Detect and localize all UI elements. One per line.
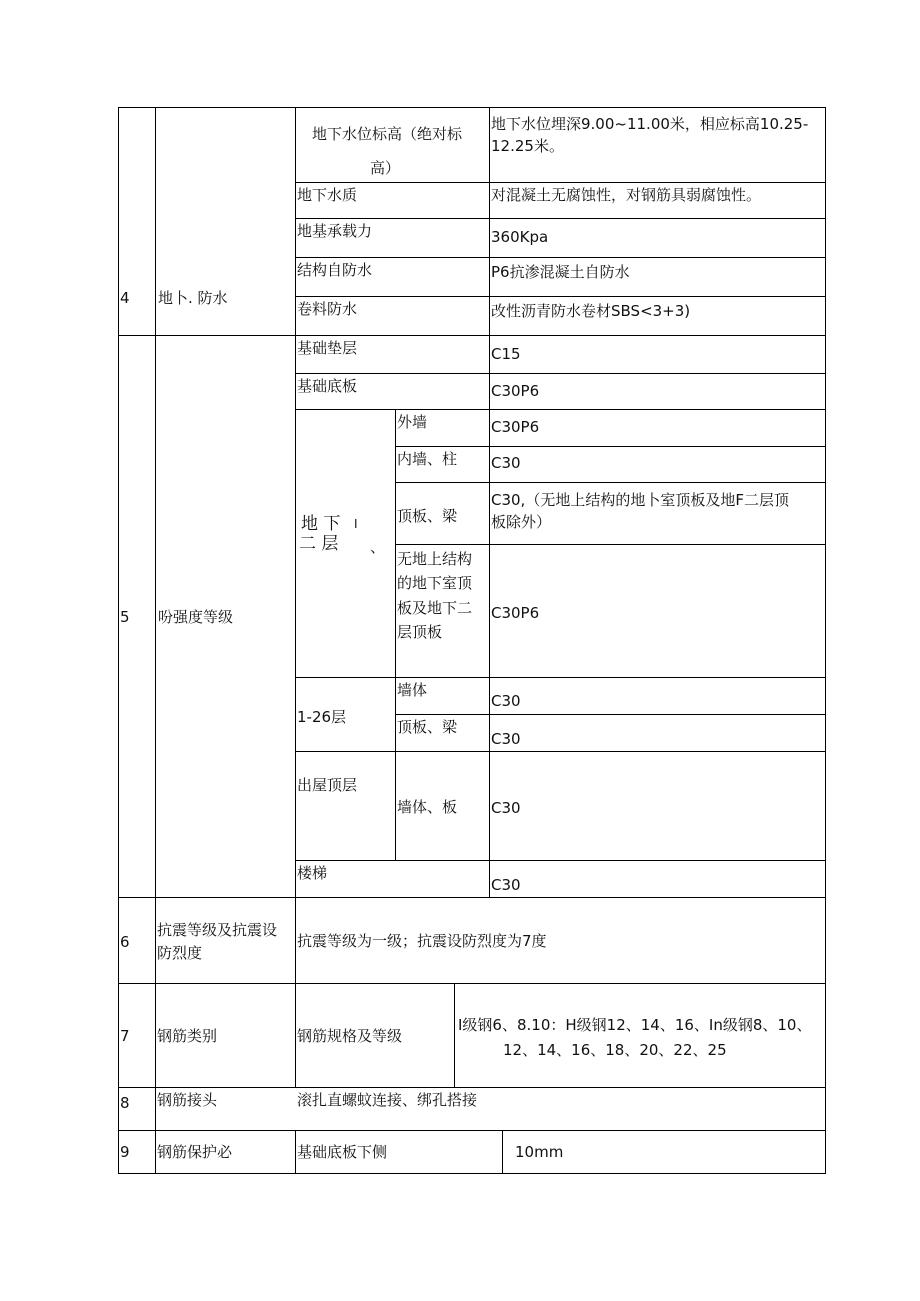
table-rule bbox=[395, 677, 396, 751]
section-title: 钢筋类别 bbox=[157, 1027, 218, 1045]
groundwater-quality-label: 地下水质 bbox=[297, 186, 358, 204]
roof-beam-value: C30,（无地上结构的地卜室顶板及地F二层顶 bbox=[491, 491, 789, 509]
table-rule bbox=[395, 751, 396, 860]
inner-wall-value: C30 bbox=[491, 454, 521, 472]
table-rule bbox=[118, 107, 825, 108]
table-rule bbox=[454, 983, 455, 1087]
rebar-spec-value: 12、14、16、18、20、22、25 bbox=[503, 1041, 727, 1059]
roof-floor-sublabel: 墙体、板 bbox=[397, 798, 458, 816]
groundwater-level-label: 地下水位标高（绝对标 bbox=[312, 125, 463, 143]
basement-mark: 、 bbox=[370, 538, 386, 556]
cushion-label: 基础垫层 bbox=[297, 339, 358, 357]
section-title: 地卜. 防水 bbox=[158, 289, 228, 307]
floors-roof-beam-value: C30 bbox=[491, 730, 521, 748]
cushion-value: C15 bbox=[491, 345, 521, 363]
table-rule bbox=[395, 544, 825, 545]
section-title: 吩强度等级 bbox=[158, 608, 234, 626]
rebar-spec-value: I级钢6、8.10：H级钢12、14、16、In级钢8、10、 bbox=[458, 1016, 812, 1034]
table-rule bbox=[502, 1130, 503, 1173]
row-number: 6 bbox=[120, 933, 130, 951]
table-rule bbox=[395, 446, 825, 447]
section-title: 防烈度 bbox=[157, 944, 203, 962]
row-number: 7 bbox=[120, 1027, 130, 1045]
no-above-structure-label: 层顶板 bbox=[397, 623, 443, 641]
basement-mark: I bbox=[354, 517, 358, 531]
basement-label: 地 下 bbox=[301, 514, 341, 534]
row-number: 9 bbox=[120, 1143, 130, 1161]
base-slab-label: 基础底板 bbox=[297, 377, 358, 395]
table-rule bbox=[295, 182, 825, 183]
structural-waterproof-value: P6抗渗混凝土自防水 bbox=[491, 263, 630, 281]
table-rule bbox=[395, 714, 825, 715]
roof-beam-value: 板除外） bbox=[491, 513, 552, 531]
floors-wall-label: 墙体 bbox=[397, 681, 428, 699]
outer-wall-value: C30P6 bbox=[491, 418, 540, 436]
table-rule bbox=[489, 107, 490, 335]
no-above-structure-value: C30P6 bbox=[491, 604, 540, 622]
table-rule bbox=[489, 335, 490, 897]
table-rule bbox=[295, 860, 825, 861]
table-rule bbox=[155, 107, 156, 1174]
stairs-value: C30 bbox=[491, 876, 521, 894]
groundwater-level-value: 地下水位埋深9.00~11.00米，相应标高10.25- bbox=[491, 115, 809, 133]
table-rule bbox=[295, 409, 825, 410]
rebar-joint-value: 滚扎直螺蚊连接、绑孔搭接 bbox=[297, 1091, 478, 1109]
table-rule bbox=[295, 257, 825, 258]
rebar-spec-label: 钢筋规格及等级 bbox=[297, 1027, 403, 1045]
table-rule bbox=[395, 482, 825, 483]
bearing-capacity-value: 360Kpa bbox=[491, 228, 549, 246]
structural-waterproof-label: 结构自防水 bbox=[297, 261, 373, 279]
table-rule bbox=[118, 1130, 825, 1131]
table-rule bbox=[295, 218, 825, 219]
base-slab-value: C30P6 bbox=[491, 382, 540, 400]
no-above-structure-label: 无地上结构 bbox=[397, 550, 473, 568]
table-rule bbox=[295, 296, 825, 297]
table-rule bbox=[118, 335, 825, 336]
table-rule bbox=[118, 983, 825, 984]
table-rule bbox=[118, 1087, 825, 1088]
table-rule bbox=[395, 409, 396, 677]
seismic-value: 抗震等级为一级；抗震设防烈度为7度 bbox=[297, 932, 547, 950]
section-title: 抗震等级及抗震设 bbox=[157, 921, 278, 939]
floors-wall-value: C30 bbox=[491, 692, 521, 710]
table-rule bbox=[825, 107, 826, 1174]
groundwater-level-value: 12.25米。 bbox=[491, 137, 564, 155]
table-rule bbox=[295, 983, 296, 1087]
rebar-cover-value: 10mm bbox=[515, 1143, 564, 1161]
groundwater-quality-value: 对混凝土无腐蚀性，对钢筋具弱腐蚀性。 bbox=[491, 186, 762, 204]
table-rule bbox=[295, 107, 296, 983]
inner-wall-label: 内墙、柱 bbox=[397, 450, 458, 468]
table-rule bbox=[118, 897, 825, 898]
basement-label: 二 层 bbox=[299, 534, 339, 554]
table-rule bbox=[295, 373, 825, 374]
groundwater-level-label: 高） bbox=[370, 159, 401, 177]
roof-beam-label: 顶板、梁 bbox=[397, 507, 458, 525]
row-number: 8 bbox=[120, 1094, 130, 1112]
row-number: 5 bbox=[120, 608, 130, 626]
no-above-structure-label: 的地下室顶 bbox=[397, 574, 473, 592]
row-number: 4 bbox=[120, 289, 130, 307]
table-rule bbox=[295, 751, 825, 752]
section-title: 钢筋保护必 bbox=[157, 1143, 233, 1161]
section-title: 钢筋接头 bbox=[157, 1091, 218, 1109]
floors-label: 1-26层 bbox=[297, 708, 347, 726]
stairs-label: 楼梯 bbox=[297, 864, 328, 882]
roof-floor-label: 出屋顶层 bbox=[297, 776, 358, 794]
membrane-waterproof-value: 改性沥青防水卷材SBS<3+3) bbox=[491, 302, 691, 320]
table-rule bbox=[295, 1130, 296, 1173]
bearing-capacity-label: 地基承载力 bbox=[297, 222, 373, 240]
table-rule bbox=[118, 107, 119, 1174]
no-above-structure-label: 板及地下二 bbox=[397, 599, 473, 617]
membrane-waterproof-label: 卷料防水 bbox=[297, 300, 358, 318]
floors-roof-beam-label: 顶板、梁 bbox=[397, 718, 458, 736]
roof-floor-value: C30 bbox=[491, 799, 521, 817]
table-rule bbox=[295, 677, 825, 678]
rebar-cover-label: 基础底板下侧 bbox=[297, 1143, 388, 1161]
table-rule bbox=[118, 1173, 825, 1174]
outer-wall-label: 外墙 bbox=[397, 413, 428, 431]
